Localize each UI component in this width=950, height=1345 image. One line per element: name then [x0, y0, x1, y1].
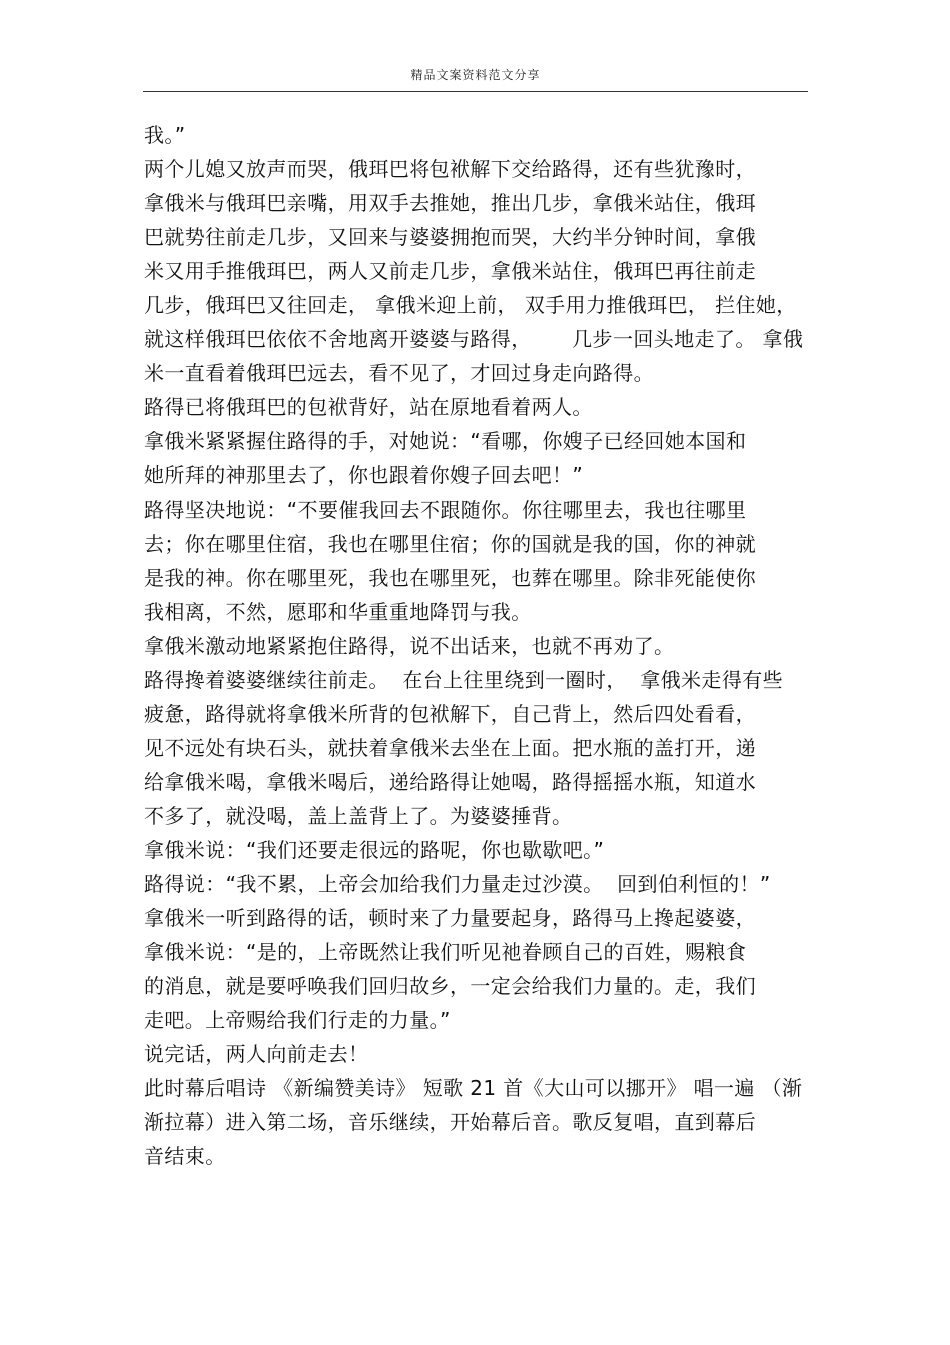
text-line: 两个儿媳又放声而哭，俄珥巴将包袱解下交给路得，还有些犹豫时， [144, 157, 756, 182]
text-line: 拿俄米一听到路得的话，顿时来了力量要起身，路得马上搀起婆婆， [144, 906, 756, 931]
text-line: 路得已将俄珥巴的包袱背好，站在原地看着两人。 [144, 395, 593, 420]
text-line: 她所拜的神那里去了，你也跟着你嫂子回去吧！” [144, 463, 584, 488]
text-line: 就这样俄珥巴依依不舍地离开婆婆与路得， 几步一回头地走了。 拿俄 [144, 327, 804, 352]
text-line: 我。” [144, 123, 186, 147]
text-line: 走吧。上帝赐给我们行走的力量。” [144, 1008, 451, 1033]
text-line: 米一直看着俄珥巴远去，看不见了，才回过身走向路得。 [144, 361, 654, 386]
text-line: 巴就势往前走几步，又回来与婆婆拥抱而哭，大约半分钟时间，拿俄 [144, 225, 756, 250]
text-line: 的消息，就是要呼唤我们回归故乡，一定会给我们力量的。走，我们 [144, 974, 756, 999]
text-line: 拿俄米激动地紧紧抱住路得，说不出话来，也就不再劝了。 [144, 633, 675, 658]
text-line: 音结束。 [144, 1144, 226, 1169]
page-header: 精品文案资料范文分享 [410, 68, 541, 82]
text-line: 路得搀着婆婆继续往前走。 在台上往里绕到一圈时， 拿俄米走得有些 [144, 667, 784, 692]
text-line: 米又用手推俄珥巴，两人又前走几步，拿俄米站住，俄珥巴再往前走 [144, 259, 756, 284]
text-line: 给拿俄米喝，拿俄米喝后，递给路得让她喝，路得摇摇水瓶，知道水 [144, 769, 756, 794]
text-line: 几步，俄珥巴又往回走， 拿俄米迎上前， 双手用力推俄珥巴， 拦住她， [144, 293, 797, 318]
header-rule [143, 91, 808, 92]
text-line: 去；你在哪里住宿，我也在哪里住宿；你的国就是我的国，你的神就 [144, 531, 756, 556]
text-line: 不多了，就没喝，盖上盖背上了。为婆婆捶背。 [144, 803, 573, 828]
text-line: 疲惫，路得就将拿俄米所背的包袱解下，自己背上，然后四处看看， [144, 701, 756, 726]
text-line: 渐拉幕）进入第二场，音乐继续，开始幕后音。歌反复唱，直到幕后 [144, 1110, 756, 1135]
document-body [144, 118, 824, 1173]
text-line: 拿俄米与俄珥巴亲嘴，用双手去推她，推出几步，拿俄米站住，俄珥 [144, 191, 756, 216]
text-line: 拿俄米说：“我们还要走很远的路呢，你也歇歇吧。” [144, 837, 605, 862]
text-line: 拿俄米说：“是的，上帝既然让我们听见祂眷顾自己的百姓，赐粮食 [144, 940, 747, 965]
text-line: 路得说：“我不累，上帝会加给我们力量走过沙漠。 回到伯利恒的！” [144, 872, 771, 897]
text-line: 是我的神。你在哪里死，我也在哪里死，也葬在哪里。除非死能使你 [144, 565, 756, 590]
text-line: 路得坚决地说：“不要催我回去不跟随你。你往哪里去，我也往哪里 [144, 497, 747, 522]
text-line: 此时幕后唱诗 《新编赞美诗》 短歌 21 首《大山可以挪开》 唱一遍 （渐 [144, 1076, 803, 1101]
text-line: 说完话，两人向前走去！ [144, 1042, 369, 1067]
text-line: 拿俄米紧紧握住路得的手，对她说：“看哪，你嫂子已经回她本国和 [144, 429, 747, 454]
text-line: 我相离，不然，愿耶和华重重地降罚与我。 [144, 599, 532, 624]
text-line: 见不远处有块石头，就扶着拿俄米去坐在上面。把水瓶的盖打开，递 [144, 735, 756, 760]
